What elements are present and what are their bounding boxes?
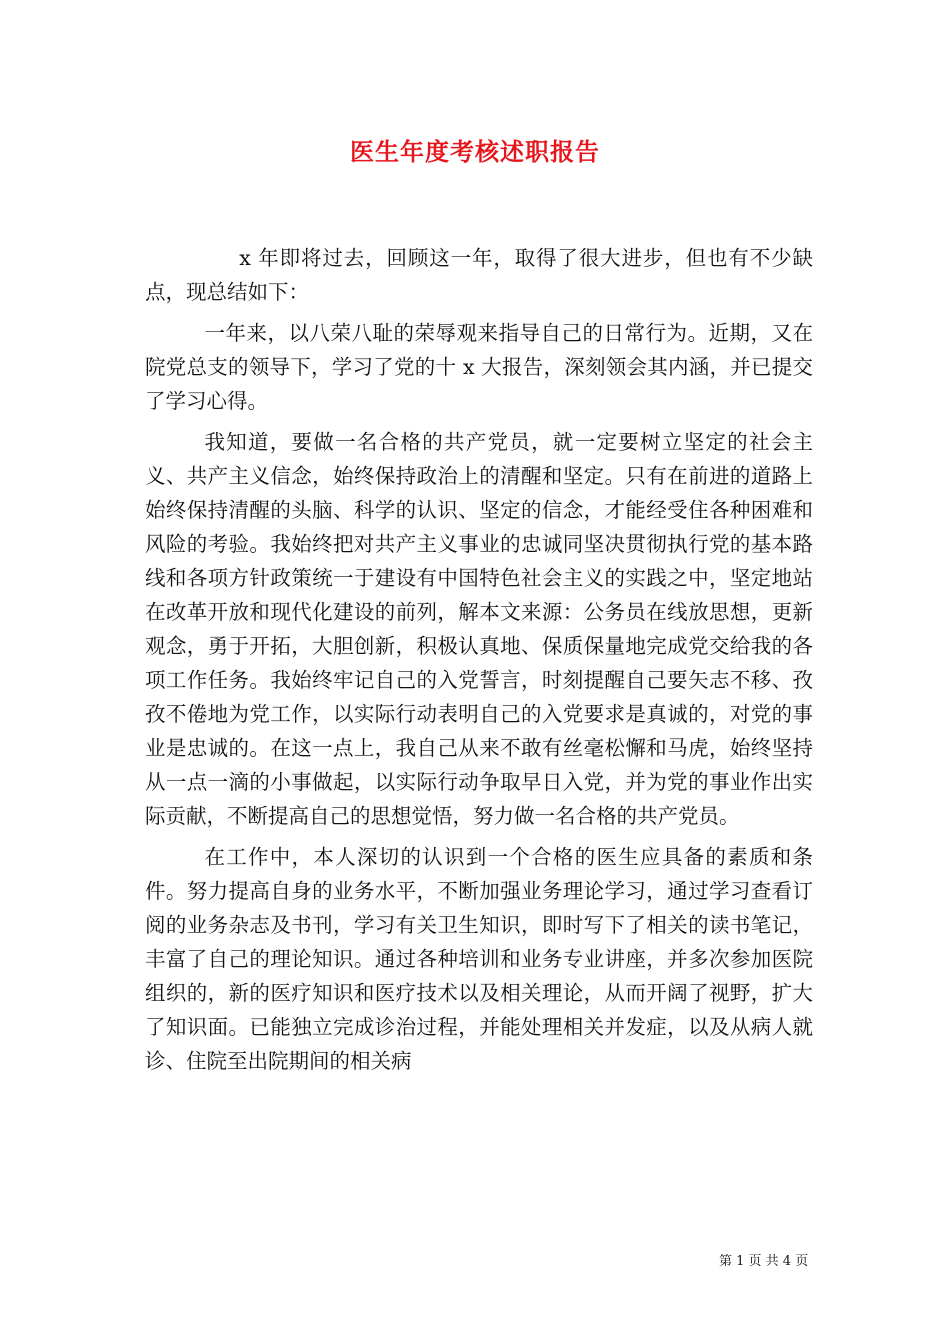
document-title: 医生年度考核述职报告 [350,137,600,166]
paragraph-party-member: 我知道，要做一名合格的共产党员，就一定要树立坚定的社会主义、共产主义信念，始终保持政治上的清醒和坚定。只有在前进的道路上始终保持清醒的头脑、科学的认识、坚定的信念，才能经受住各种困难和风险的考验。我始终把对共产主义事业的忠诚同坚决贯彻执行党的基本路线和各项方针政策统一于建设有中国特色社会主义的实践之中，坚定地站在改革开放和现代化建设的前列，解本文来源：公务员在线放思想，更新观念，勇于开拓，大胆创新，积极认真地、保质保量地完成党交给我的各项工作任务。我始终牢记自己的入党誓言，时刻提醒自己要矢志不移、孜孜不倦地为党工作，以实际行动表明自己的入党要求是真诚的，对党的事业是忠诚的。在这一点上，我自己从来不敢有丝毫松懈和马虎，始终坚持从一点一滴的小事做起，以实际行动争取早日入党，并为党的事业作出实际贡献，不断提高自己的思想觉悟，努力做一名合格的共产党员。 [145,430,813,828]
document-body [145,241,813,1085]
paragraph-intro: x 年即将过去，回顾这一年，取得了很大进步，但也有不少缺点，现总结如下： [145,246,813,304]
paragraph-work: 在工作中，本人深切的认识到一个合格的医生应具备的素质和条件。努力提高自身的业务水平，不断加强业务理论学习，通过学习查看订阅的业务杂志及书刊，学习有关卫生知识，即时写下了相关的读书笔记，丰富了自己的理论知识。通过各种培训和业务专业讲座，并多次参加医院组织的，新的医疗知识和医疗技术以及相关理论，从而开阔了视野，扩大了知识面。已能独立完成诊治过程，并能处理相关并发症，以及从病人就诊、住院至出院期间的相关病 [145,845,813,1073]
page-number: 第 1 页 共 4 页 [719,1254,809,1269]
paragraph-study: 一年来，以八荣八耻的荣辱观来指导自己的日常行为。近期，又在院党总支的领导下，学习了党的十 x 大报告，深刻领会其内涵，并已提交了学习心得。 [145,321,813,413]
